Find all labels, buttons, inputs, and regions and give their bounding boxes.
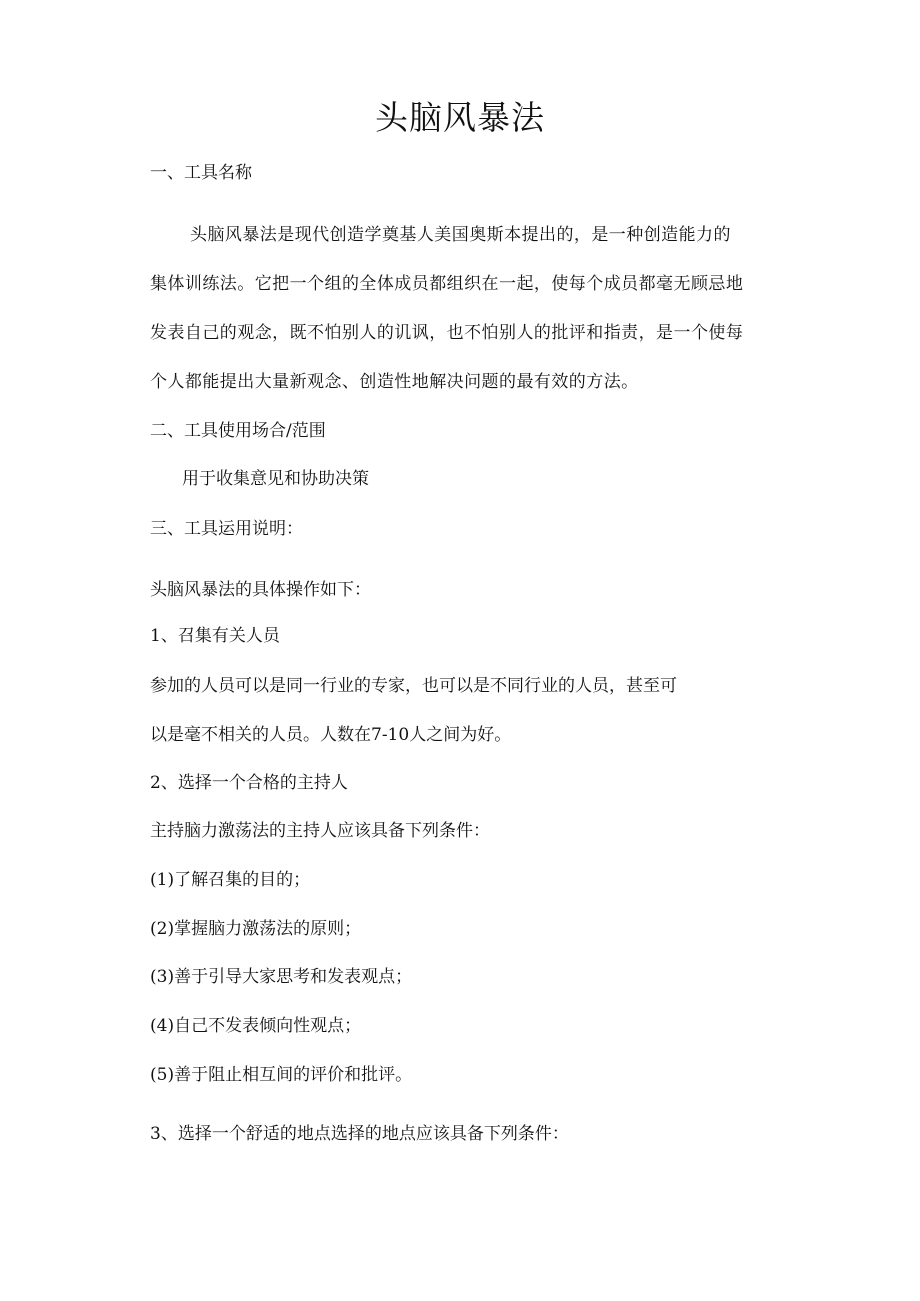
step-text-line: 参加的人员可以是同一行业的专家，也可以是不同行业的人员，甚至可 <box>150 676 677 696</box>
paragraph-line: 集体训练法。它把一个组的全体成员都组织在一起，使每个成员都毫无顾忌地 <box>150 274 744 294</box>
condition-item: (2)掌握脑力激荡法的原则； <box>150 919 362 939</box>
operations-intro: 头脑风暴法的具体操作如下： <box>150 580 371 600</box>
paragraph-line: 发表自己的观念，既不怕别人的讥讽，也不怕别人的批评和指责，是一个使每 <box>150 323 744 343</box>
condition-item: (1)了解召集的目的； <box>150 870 311 890</box>
step-heading-choose-location: 3、选择一个舒适的地点选择的地点应该具备下列条件： <box>150 1124 569 1144</box>
condition-item: (4)自己不发表倾向性观点； <box>150 1016 362 1036</box>
step-heading-gather-people: 1、召集有关人员 <box>150 626 280 646</box>
step-heading-choose-host: 2、选择一个合格的主持人 <box>150 773 348 793</box>
section-heading-usage-scope: 二、工具使用场合/范围 <box>150 421 326 441</box>
host-conditions-intro: 主持脑力激荡法的主持人应该具备下列条件： <box>150 821 490 841</box>
condition-item: (5)善于阻止相互间的评价和批评。 <box>150 1065 413 1085</box>
section-heading-instructions: 三、工具运用说明： <box>150 519 303 539</box>
condition-item: (3)善于引导大家思考和发表观点； <box>150 967 413 987</box>
usage-scope-text: 用于收集意见和协助决策 <box>182 469 369 489</box>
paragraph-line: 头脑风暴法是现代创造学奠基人美国奥斯本提出的，是一种创造能力的 <box>190 225 731 245</box>
section-heading-tool-name: 一、工具名称 <box>150 163 252 183</box>
paragraph-line: 个人都能提出大量新观念、创造性地解决问题的最有效的方法。 <box>150 372 639 392</box>
document-title: 头脑风暴法 <box>375 98 545 137</box>
step-text-line: 以是毫不相关的人员。人数在7-10人之间为好。 <box>150 725 512 745</box>
